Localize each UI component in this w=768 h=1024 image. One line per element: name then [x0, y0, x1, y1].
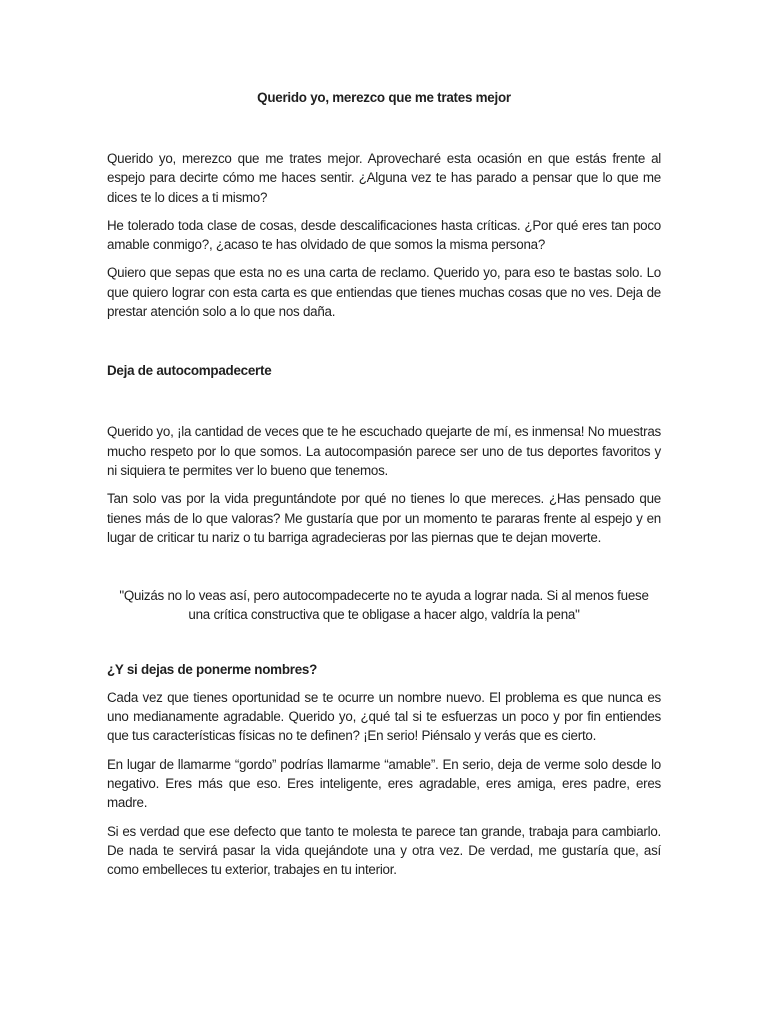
section-heading-autocompadecerte: Deja de autocompadecerte	[107, 363, 272, 379]
section-heading-nombres: ¿Y si dejas de ponerme nombres?	[107, 661, 318, 677]
section1-paragraph-2: Tan solo vas por la vida preguntándote por qué no tienes lo que mereces. ¿Has pensado que tienes más de lo que valoras? Me gustaría que por un momento te pararas frente al espejo y en lugar de criticar tu nariz o tu barriga agradecieras por las piernas que te dejan moverte.	[107, 491, 661, 545]
section2-paragraph-2: En lugar de llamarme “gordo” podrías llamarme “amable”. En serio, deja de verme solo desde lo negativo. Eres más que eso. Eres inteligente, eres agradable, eres amiga, eres padre, eres madre.	[107, 756, 661, 811]
pull-quote: "Quizás no lo veas así, pero autocompadecerte no te ayuda a lograr nada. Si al menos fuese una crítica constructiva que te obligase a hacer algo, valdría la pena"	[119, 588, 649, 623]
section2-paragraph-1: Cada vez que tienes oportunidad se te ocurre un nombre nuevo. El problema es que nunca es uno medianamente agradable. Querido yo, ¿qué tal si te esfuerzas un poco y por fin entiendes que tus características físicas no te definen? ¡En serio! Piénsalo y verás que es cierto.	[107, 689, 661, 744]
section2-paragraph-3: Si es verdad que ese defecto que tanto te molesta te parece tan grande, trabaja para cambiarlo. De nada te servirá pasar la vida quejándote una y otra vez. De verdad, me gustaría que, así como embelleces tu exterior, trabajes en tu interior.	[107, 823, 661, 878]
section1-paragraph-1: Querido yo, ¡la cantidad de veces que te he escuchado quejarte de mí, es inmensa! No muestras mucho respeto por lo que somos. La autocompasión parece ser uno de tus deportes favoritos y ni siquiera te permites ver lo bueno que tenemos.	[107, 424, 661, 478]
intro-paragraph-2: He tolerado toda clase de cosas, desde descalificaciones hasta críticas. ¿Por qué eres tan poco amable conmigo?, ¿acaso te has olvidado de que somos la misma persona?	[107, 217, 661, 253]
document-title: Querido yo, merezco que me trates mejor	[257, 90, 511, 105]
document-body	[107, 88, 661, 879]
intro-paragraph-3: Quiero que sepas que esta no es una carta de reclamo. Querido yo, para eso te bastas solo. Lo que quiero lograr con esta carta es que entiendas que tienes muchas cosas que no ves. Deja de prestar atención solo a lo que nos daña.	[107, 265, 661, 320]
intro-paragraph-1: Querido yo, merezco que me trates mejor. Aprovecharé esta ocasión en que estás frente al espejo para decirte cómo me haces sentir. ¿Alguna vez te has parado a pensar que lo que me dices te lo dices a ti mismo?	[107, 151, 661, 205]
